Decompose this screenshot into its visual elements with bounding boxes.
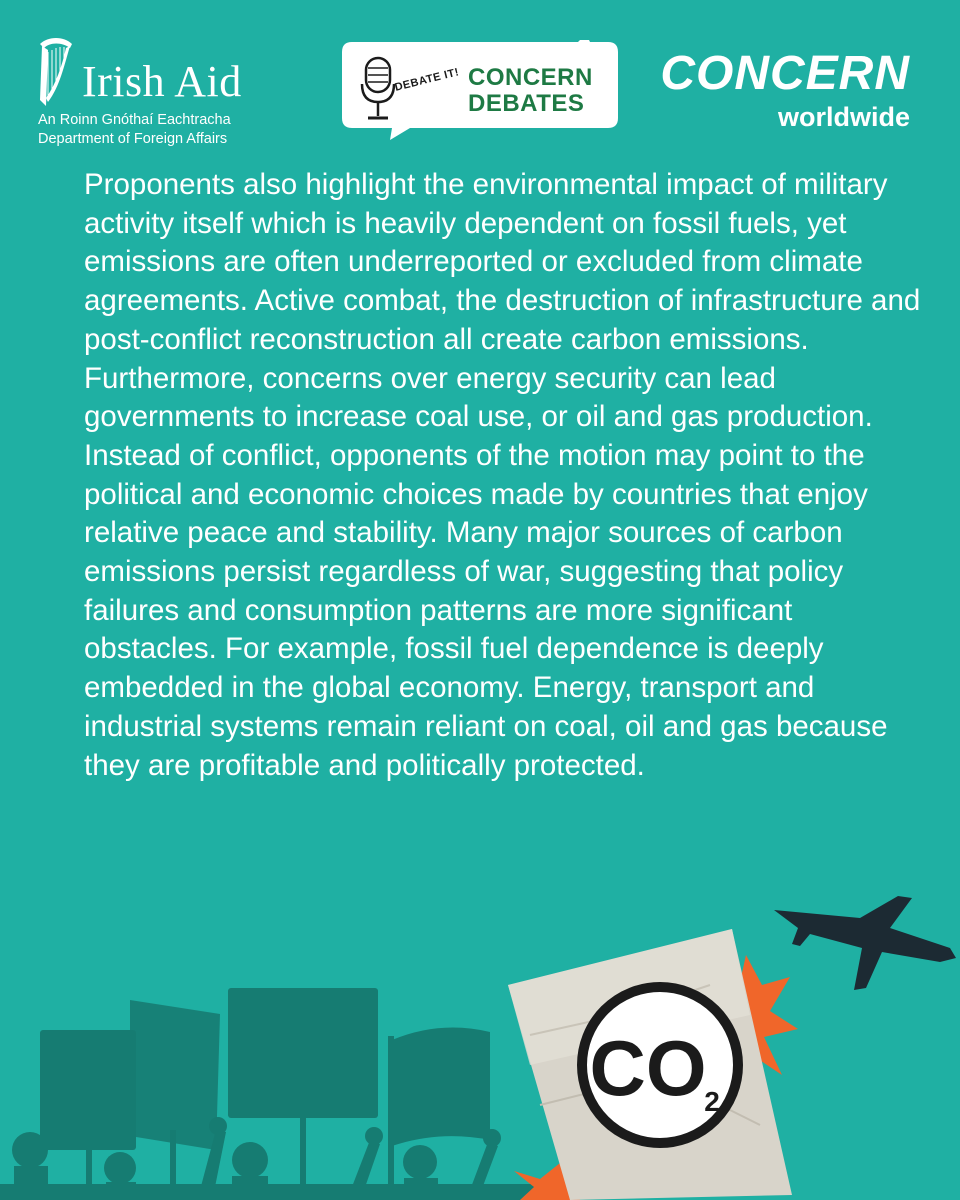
harp-icon bbox=[34, 36, 78, 108]
paragraph-opponents: Instead of conflict, opponents of the motion may point to the political and economic choices made by countries that enjoy relative peace and stability. Many major sources of carbon emissions persist regardless of war, suggesting that policy failures and consumption patterns are more significant obstacles. For example, fossil fuel dependence is deeply embedded in the global economy. Energy, transport and industrial systems remain reliant on coal, oil and gas because they are profitable and politically protected. bbox=[84, 438, 888, 782]
irish-aid-logo bbox=[34, 36, 274, 146]
body-text bbox=[84, 166, 924, 785]
concern-debates-line1: CONCERN bbox=[468, 64, 593, 91]
debate-it-tag: DEBATE IT! bbox=[393, 66, 461, 94]
irish-aid-title: Irish Aid bbox=[82, 57, 242, 106]
worldwide-wordmark: worldwide bbox=[777, 102, 910, 132]
co2-paper-illustration bbox=[500, 925, 800, 1200]
concern-wordmark: CONCERN bbox=[660, 47, 910, 100]
concern-debates-badge bbox=[340, 40, 620, 140]
concern-worldwide-logo bbox=[660, 46, 940, 146]
irish-aid-subtitle-irish: An Roinn Gnóthaí Eachtracha bbox=[38, 112, 231, 128]
co2-label: CO bbox=[589, 1024, 707, 1112]
co2-subscript: 2 bbox=[704, 1086, 720, 1117]
concern-debates-line2: DEBATES bbox=[468, 90, 585, 117]
microphone-icon bbox=[358, 56, 398, 122]
irish-aid-subtitle-english: Department of Foreign Affairs bbox=[38, 131, 228, 147]
paragraph-proponents: Proponents also highlight the environmental impact of military activity itself which is heavily dependent on fossil fuels, yet emissions are often underreported or excluded from climate agreements. Active combat, the destruction of infrastructure and post-conflict reconstruction all create carbon emissions. Furthermore, concerns over energy security can lead governments to increase coal use, or oil and gas production. bbox=[84, 168, 921, 434]
